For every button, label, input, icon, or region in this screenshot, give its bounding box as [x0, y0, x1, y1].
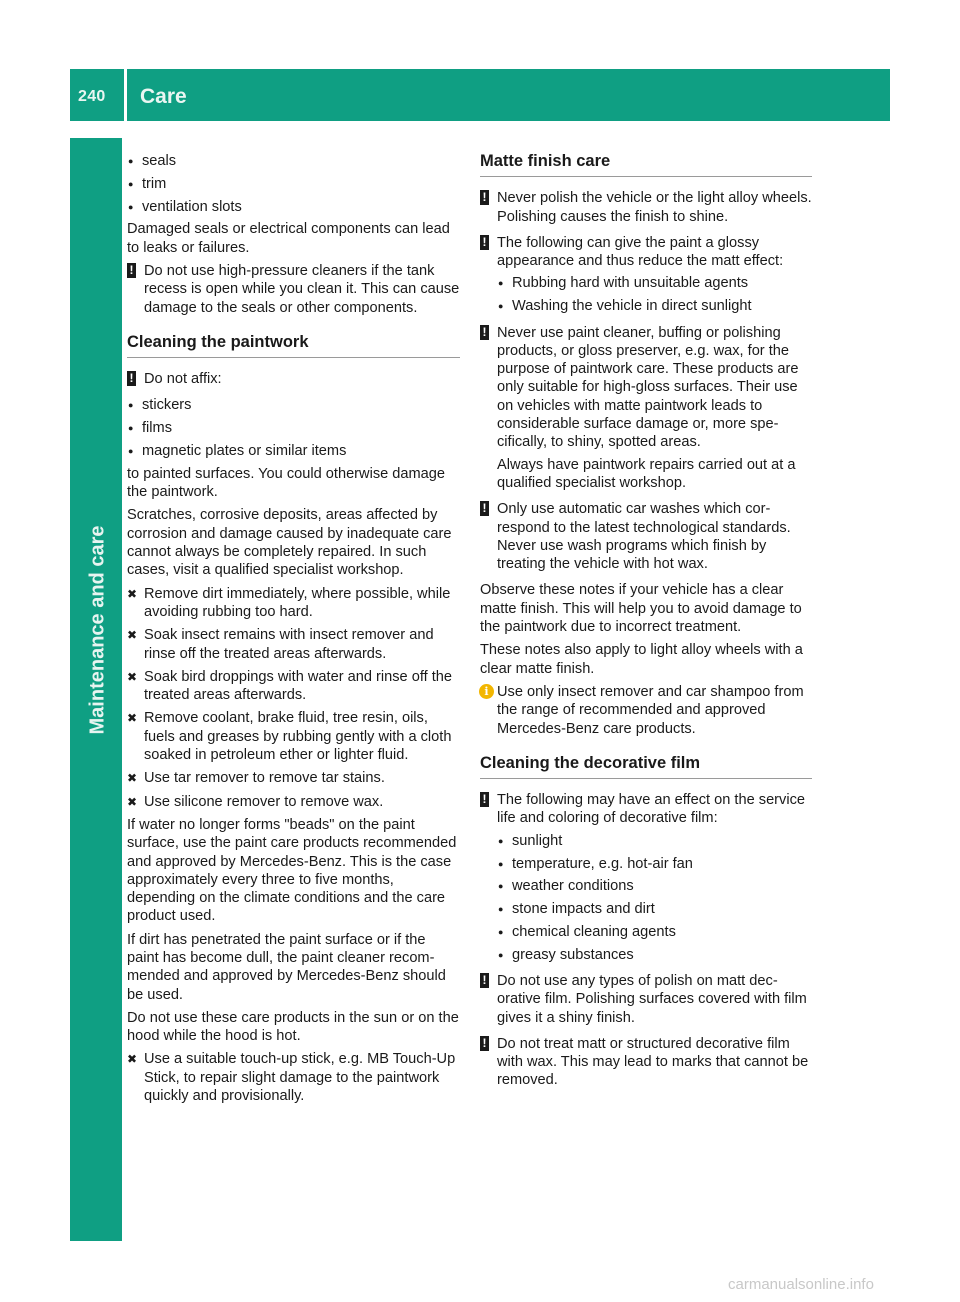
- list-item: ● trim: [127, 175, 460, 193]
- list-item: ● temperature, e.g. hot-air fan: [497, 855, 812, 873]
- header-separator: [124, 69, 127, 121]
- note-text: Always have paintwork repairs carried out at a qualified specialist workshop.: [497, 456, 796, 491]
- instruction-step-list: [127, 1050, 460, 1105]
- instruction-step: ✖ Use silicone remover to remove wax.: [127, 793, 460, 811]
- section-heading-matte: Matte finish care: [480, 152, 812, 177]
- body-text: Scratches, corrosive deposits, areas affected by corrosion and damage caused by inadequate care cannot always be completely repaired. In such cases, visit a qualified specialist workshop.: [127, 507, 452, 579]
- warning-note: [480, 791, 812, 964]
- instruction-step-list: [127, 585, 460, 811]
- body-text: If water no longer forms "beads" on the paint surface, use the paint care products recommended and approved by Mercedes-Benz. This is the case approximately every three to five months, depending on the climate conditions and the care product used.: [127, 816, 457, 925]
- warning-icon: !: [127, 263, 136, 278]
- list-item: ● stickers: [127, 396, 460, 414]
- instruction-step: ✖ Use a suitable touch-up stick, e.g. MB Touch-Up Stick, to repair slight damage to the paintwork quickly and provisionally.: [127, 1050, 460, 1105]
- note-text: Do not use high-pressure cleaners if the tank recess is open while you clean it. This can cause damage to the seals or other components.: [144, 262, 460, 316]
- section-label: Maintenance and care: [86, 525, 109, 735]
- list-item: ● chemical cleaning agents: [497, 923, 812, 941]
- instruction-step: ✖ Soak bird droppings with water and rinse off the treated areas afterwards.: [127, 668, 460, 705]
- page-title: Care: [140, 85, 187, 108]
- body-text: These notes also apply to light alloy wheels with a clear matte finish.: [480, 642, 803, 677]
- instruction-step: ✖ Use tar remover to remove tar stains.: [127, 769, 460, 787]
- note-text: Do not use any types of polish on matt decorative film. Polishing surfaces covered with film gives it a shiny finish.: [497, 972, 807, 1026]
- list-item: ● seals: [127, 152, 460, 170]
- warning-icon: !: [480, 973, 489, 988]
- section-heading-film: Cleaning the decorative film: [480, 754, 812, 779]
- note-text: The following may have an effect on the service life and coloring of decorative film:: [497, 792, 805, 827]
- warning-icon: !: [480, 190, 489, 205]
- page-number: 240: [78, 88, 106, 105]
- warning-note: [480, 189, 812, 226]
- list-item: ● magnetic plates or similar items: [127, 442, 460, 460]
- warning-icon: !: [480, 1036, 489, 1051]
- list-item: ● sunlight: [497, 832, 812, 850]
- glossy-bullet-list: [497, 274, 812, 315]
- warning-note: [480, 972, 812, 1027]
- watermark: carmanualsonline.info: [728, 1276, 874, 1293]
- body-text: If dirt has penetrated the paint surface or if the paint has become dull, the paint cleaner recommended and approved by Mercedes-Benz should be used.: [127, 931, 446, 1003]
- warning-note: [480, 324, 812, 493]
- body-text: Observe these notes if your vehicle has a clear matte finish. This will help you to avoid damage to the paintwork due to incorrect treatment.: [480, 582, 802, 636]
- note-text: Do not treat matt or structured decorative film with wax. This may lead to marks that cannot be removed.: [497, 1035, 809, 1089]
- warning-note: [480, 500, 812, 573]
- list-item: ● greasy substances: [497, 946, 812, 964]
- list-item: ● Rubbing hard with unsuitable agents: [497, 274, 812, 292]
- list-item: ● Washing the vehicle in direct sunlight: [497, 297, 812, 315]
- warning-icon: !: [127, 371, 136, 386]
- body-text: to painted surfaces. You could otherwise damage the paintwork.: [127, 465, 446, 501]
- warning-icon: !: [480, 501, 489, 516]
- instruction-step: ✖ Soak insect remains with insect remover and rinse off the treated areas afterwards.: [127, 626, 460, 663]
- info-icon: i: [479, 684, 494, 699]
- film-bullet-list: [497, 832, 812, 964]
- right-column: [480, 152, 812, 1098]
- instruction-step: ✖ Remove dirt immediately, where possible, while avoiding rubbing too hard.: [127, 585, 460, 622]
- section-heading-paintwork: Cleaning the paintwork: [127, 333, 460, 358]
- intro-text: Damaged seals or electrical components can lead to leaks or failures.: [127, 221, 450, 256]
- list-item: ● weather conditions: [497, 877, 812, 895]
- warning-note: [480, 234, 812, 316]
- list-item: ● films: [127, 419, 460, 437]
- affix-bullet-list: [127, 396, 460, 460]
- warning-note: [127, 262, 460, 317]
- note-text: Never polish the vehicle or the light alloy wheels. Polishing causes the finish to shine.: [497, 190, 812, 225]
- warning-note: [127, 370, 460, 388]
- info-note: [480, 683, 812, 738]
- header-bar: [70, 69, 890, 121]
- instruction-step: ✖ Remove coolant, brake fluid, tree resin, oils, fuels and greases by rubbing gently with a cloth soaked in petroleum ether or lighter fluid.: [127, 709, 460, 764]
- note-text: Only use automatic car washes which correspond to the latest technological standards. Never use wash programs which finish by treating the vehicle with hot wax.: [497, 501, 791, 573]
- body-text: Do not use these care products in the sun or on the hood while the hood is hot.: [127, 1009, 459, 1045]
- intro-bullet-list: [127, 152, 460, 216]
- list-item: ● stone impacts and dirt: [497, 900, 812, 918]
- list-item: ● ventilation slots: [127, 198, 460, 216]
- left-column: [127, 152, 460, 1110]
- note-text: Do not affix:: [144, 371, 222, 388]
- warning-icon: !: [480, 235, 489, 250]
- note-text: The following can give the paint a glossy appearance and thus reduce the matt effect:: [497, 234, 784, 270]
- note-text: Use only insect remover and car shampoo from the range of recommended and approved Mercedes-Benz care products.: [497, 683, 804, 737]
- warning-icon: !: [480, 325, 489, 340]
- warning-note: [480, 1035, 812, 1090]
- warning-icon: !: [480, 792, 489, 807]
- note-text: Never use paint cleaner, buffing or polishing products, or gloss preserver, e.g. wax, for the purpose of paintwork care. These products are only suitable for high-gloss surfaces. Their use on vehicles with matte paintwork leads to considerable surface damage or, more specifically, to shiny, spotted areas.: [497, 324, 799, 451]
